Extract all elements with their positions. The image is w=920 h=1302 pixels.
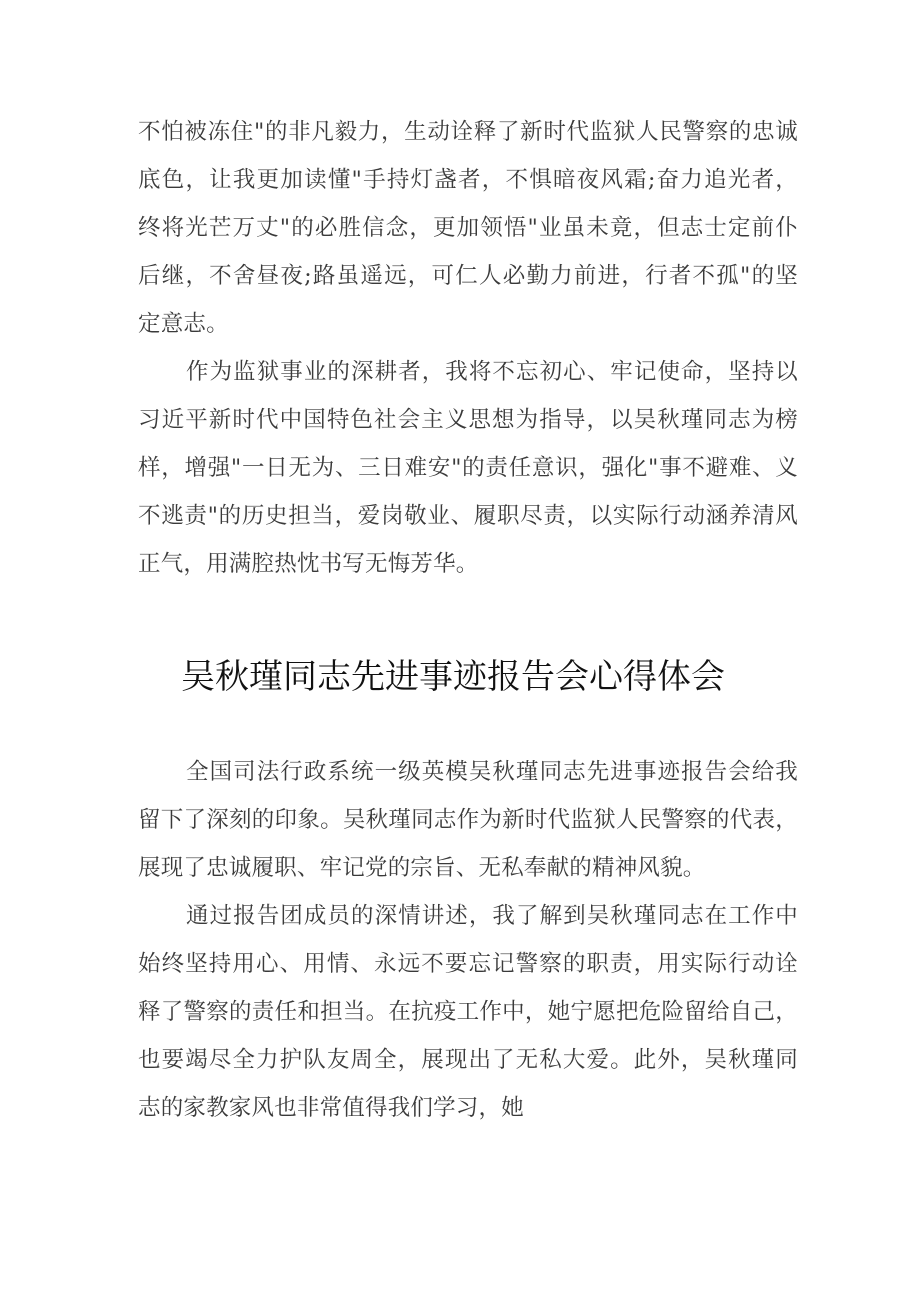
section-title: 吴秋瑾同志先进事迹报告会心得体会 — [181, 657, 725, 697]
paragraph-line: 留下了深刻的印象。吴秋瑾同志作为新时代监狱人民警察的代表， — [138, 807, 798, 833]
paragraph-line: 通过报告团成员的深情讲述，我了解到吴秋瑾同志在工作中 — [186, 903, 798, 929]
paragraph-line: 习近平新时代中国特色社会主义思想为指导，以吴秋瑾同志为榜 — [138, 407, 798, 433]
paragraph-line: 展现了忠诚履职、牢记党的宗旨、无私奉献的精神风貌。 — [138, 855, 706, 881]
paragraph-line: 样，增强"一日无为、三日难安"的责任意识，强化"事不避难、义 — [138, 455, 798, 481]
paragraph-line: 释了警察的责任和担当。在抗疫工作中，她宁愿把危险留给自己， — [138, 999, 798, 1025]
paragraph-line: 不怕被冻住"的非凡毅力，生动诠释了新时代监狱人民警察的忠诚 — [138, 119, 798, 145]
paragraph-line: 志的家教家风也非常值得我们学习，她 — [138, 1095, 524, 1121]
paragraph-line: 全国司法行政系统一级英模吴秋瑾同志先进事迹报告会给我 — [186, 759, 798, 785]
paragraph-line: 作为监狱事业的深耕者，我将不忘初心、牢记使命，坚持以 — [186, 359, 798, 385]
paragraph-line: 始终坚持用心、用情、永远不要忘记警察的职责，用实际行动诠 — [138, 951, 798, 977]
paragraph-line: 底色，让我更加读懂"手持灯盏者，不惧暗夜风霜;奋力追光者， — [138, 167, 798, 193]
paragraph-line: 不逃责"的历史担当，爱岗敬业、履职尽责，以实际行动涵养清风 — [138, 503, 798, 529]
paragraph-line: 也要竭尽全力护队友周全，展现出了无私大爱。此外，吴秋瑾同 — [138, 1047, 798, 1073]
paragraph-line: 定意志。 — [138, 311, 229, 337]
paragraph-line: 正气，用满腔热忱书写无悔芳华。 — [138, 551, 479, 577]
paragraph-line: 后继，不舍昼夜;路虽遥远，可仁人必勤力前进，行者不孤"的坚 — [138, 263, 798, 289]
paragraph-line: 终将光芒万丈"的必胜信念，更加领悟"业虽未竟，但志士定前仆 — [138, 215, 798, 241]
